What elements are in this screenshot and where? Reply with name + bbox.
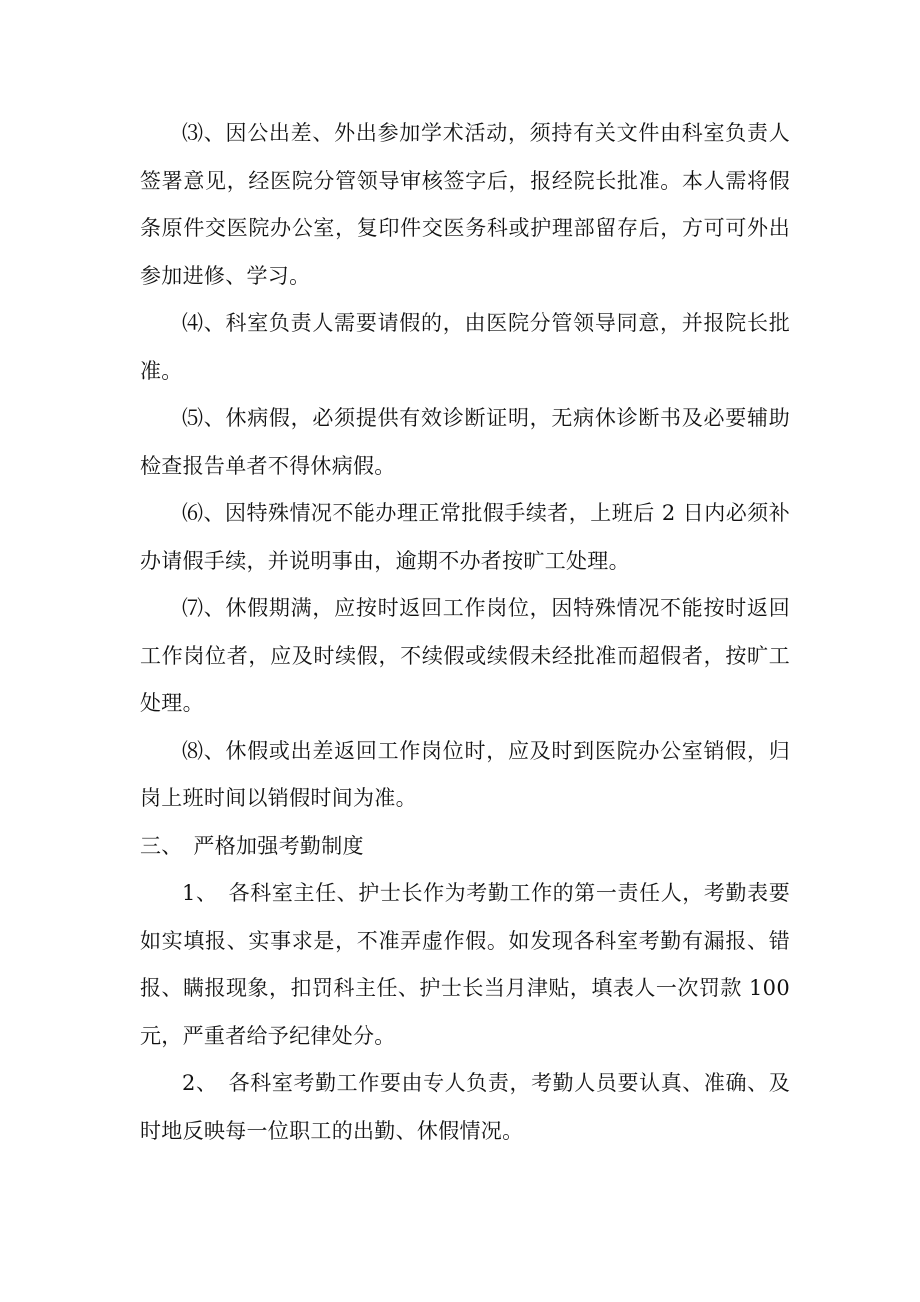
section-heading: 三、 严格加强考勤制度 xyxy=(140,833,364,858)
paragraph-item-5: ⑸、休病假，必须提供有效诊断证明，无病休诊断书及必要辅助检查报告单者不得休病假。 xyxy=(140,406,790,478)
paragraph-item-6: ⑹、因特殊情况不能办理正常批假手续者，上班后 2 日内必须补办请假手续，并说明事由，逾期不办者按旷工处理。 xyxy=(140,501,790,573)
paragraph-item-4: ⑷、科室负责人需要请假的，由医院分管领导同意，并报院长批准。 xyxy=(140,311,790,383)
document-body xyxy=(140,110,790,1155)
section-paragraph-1: 1、 各科室主任、护士长作为考勤工作的第一责任人，考勤表要如实填报、实事求是，不准弄虚作假。如发现各科室考勤有漏报、错报、瞒报现象，扣罚科主任、护士长当月津贴，填表人一次罚款 100 元，严重者给予纪律处分。 xyxy=(140,881,790,1048)
paragraph-item-8: ⑻、休假或出差返回工作岗位时，应及时到医院办公室销假，归岗上班时间以销假时间为准。 xyxy=(140,738,790,810)
paragraph-item-3: ⑶、因公出差、外出参加学术活动，须持有关文件由科室负责人签署意见，经医院分管领导审核签字后，报经院长批准。本人需将假条原件交医院办公室，复印件交医务科或护理部留存后，方可可外出参加进修、学习。 xyxy=(140,121,790,288)
paragraph-item-7: ⑺、休假期满，应按时返回工作岗位，因特殊情况不能按时返回工作岗位者，应及时续假，不续假或续假未经批准而超假者，按旷工处理。 xyxy=(140,596,790,715)
section-paragraph-2: 2、 各科室考勤工作要由专人负责，考勤人员要认真、准确、及时地反映每一位职工的出勤、休假情况。 xyxy=(140,1071,790,1143)
